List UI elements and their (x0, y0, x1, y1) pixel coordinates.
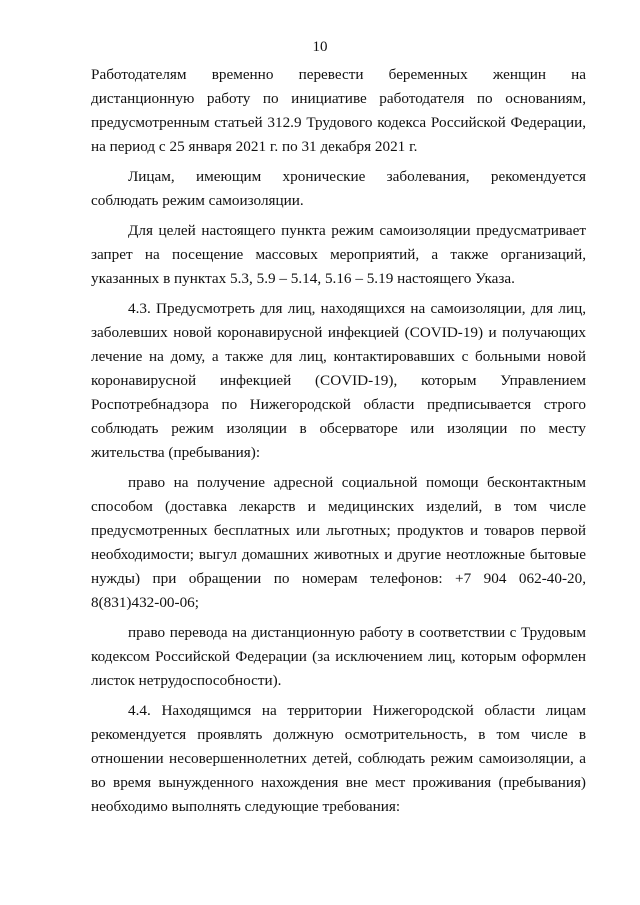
document-body (91, 63, 586, 825)
paragraph-4-4: 4.4. Находящимся на территории Нижегородской области лицам рекомендуется проявлять должную осмотрительность, в том числе в отношении несовершеннолетних детей, соблюдать режим самоизоляции, а во время вынужденного нахождения вне мест проживания (пребывания) необходимо выполнять следующие требования: (91, 702, 586, 815)
paragraph-chronic-diseases: Лицам, имеющим хронические заболевания, рекомендуется соблюдать режим самоизоляции. (91, 168, 586, 209)
paragraph-social-assistance-right: право на получение адресной социальной помощи бесконтактным способом (доставка лекарств и медицинских изделий, в том числе предусмотренных бесплатных или льготных; продуктов и товаров первой необходимости; выгул домашних животных и другие неотложные бытовые нужды) при обращении по номерам телефонов: +7 904 062-40-20, 8(831)432-00-06; (91, 474, 586, 611)
paragraph-4-3: 4.3. Предусмотреть для лиц, находящихся на самоизоляции, для лиц, заболевших новой коронавирусной инфекцией (COVID-19) и получающих лечение на дому, а также для лиц, контактировавших с больными новой коронавирусной инфекцией (COVID-19), которым Управлением Роспотребнадзора по Нижегородской области предписывается строго соблюдать режим изоляции в обсерваторе или изоляции по месту жительства (пребывания): (91, 300, 586, 461)
paragraph-self-isolation-definition: Для целей настоящего пункта режим самоизоляции предусматривает запрет на посещение массовых мероприятий, а также организаций, указанных в пунктах 5.3, 5.9 – 5.14, 5.16 – 5.19 настоящего Указа. (91, 222, 586, 287)
page-number: 10 (312, 39, 328, 55)
paragraph-pregnant-women-remote-work: Работодателям временно перевести беременных женщин на дистанционную работу по инициативе работодателя по основаниям, предусмотренным статьей 312.9 Трудового кодекса Российской Федерации, на период с 25 января 2021 г. по 31 декабря 2021 г. (91, 66, 586, 155)
paragraph-remote-work-right: право перевода на дистанционную работу в соответствии с Трудовым кодексом Российской Федерации (за исключением лиц, которым оформлен листок нетрудоспособности). (91, 624, 586, 689)
